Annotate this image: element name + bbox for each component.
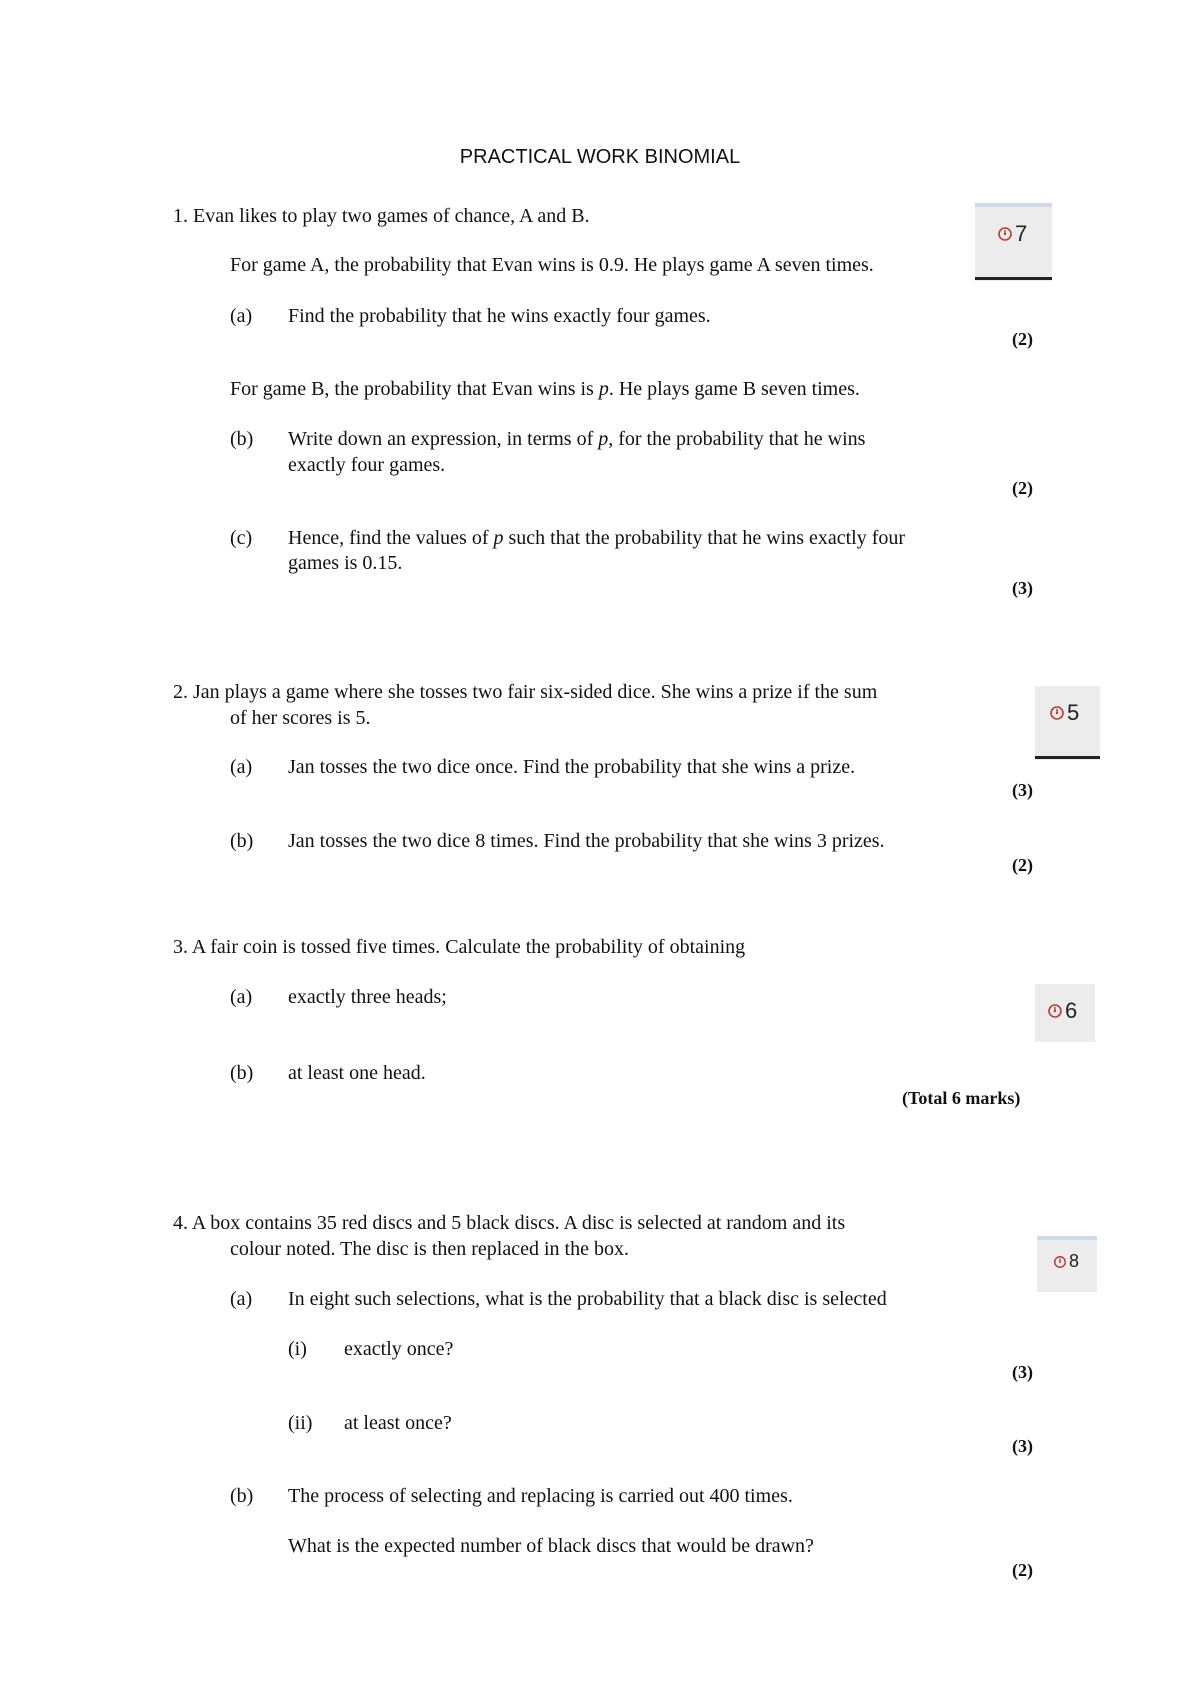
q2-badge-value: 5: [1067, 700, 1080, 725]
q4-badge-value: 8: [1069, 1251, 1080, 1271]
q3-total-marks: (Total 6 marks): [902, 1088, 1021, 1108]
q1-b-pre: Write down an expression, in terms of: [288, 428, 599, 450]
q1-line-b-pre: For game B, the probability that Evan wins is: [230, 378, 599, 400]
q1-c-var: p: [493, 527, 504, 549]
q2-line2: of her scores is 5.: [230, 707, 371, 729]
q2-heading: [173, 681, 877, 704]
q3-a-text: exactly three heads;: [288, 986, 447, 1008]
q4-a-text: In eight such selections, what is the probability that a black disc is selected: [288, 1288, 887, 1310]
q1-c-line1: [288, 527, 905, 550]
q3-badge-value: 6: [1065, 998, 1078, 1023]
q4-ii-marks: (3): [1012, 1436, 1033, 1456]
q1-c-pre: Hence, find the values of: [288, 527, 494, 549]
q3-b-label: (b): [230, 1062, 254, 1084]
q1-heading: [173, 205, 590, 228]
q4-number: 4.: [173, 1212, 188, 1234]
q4-badge-content: [1053, 1251, 1079, 1272]
q1-b-var: p: [598, 428, 609, 450]
clock-icon: [1049, 705, 1065, 721]
q4-b-text2: What is the expected number of black discs that would be drawn?: [288, 1535, 814, 1557]
q4-ii-label: (ii): [288, 1412, 313, 1434]
q1-time-badge: [975, 203, 1052, 281]
q4-b-label: (b): [230, 1485, 254, 1507]
q4-i-label: (i): [288, 1338, 307, 1360]
q4-b-text1: The process of selecting and replacing is carried out 400 times.: [288, 1485, 793, 1507]
q3-b-text: at least one head.: [288, 1062, 426, 1084]
q2-b-label: (b): [230, 830, 254, 852]
q4-badge-topbar: [1037, 1236, 1097, 1240]
q1-b-marks: (2): [1012, 478, 1033, 498]
q3-intro: A fair coin is tossed five times. Calculate the probability of obtaining: [191, 936, 746, 958]
q1-badge-value: 7: [1015, 221, 1028, 246]
q1-b-post: , for the probability that he wins: [608, 428, 866, 450]
q4-ii-text: at least once?: [344, 1412, 452, 1434]
q4-line2: colour noted. The disc is then replaced in the box.: [230, 1238, 629, 1260]
q1-b-line1: [288, 428, 865, 451]
clock-icon: [1053, 1255, 1067, 1269]
q4-i-text: exactly once?: [344, 1338, 454, 1360]
q2-line1: Jan plays a game where she tosses two fair six-sided dice. She wins a prize if the sum: [193, 681, 878, 703]
q2-badge-underline: [1035, 756, 1100, 759]
q1-c-label: (c): [230, 527, 253, 549]
q1-b-line2: exactly four games.: [288, 454, 446, 476]
q2-a-label: (a): [230, 756, 253, 778]
q1-badge-topbar: [975, 203, 1052, 207]
q1-a-text: Find the probability that he wins exactly four games.: [288, 305, 711, 327]
q2-a-text: Jan tosses the two dice once. Find the probability that she wins a prize.: [288, 756, 856, 778]
q1-badge-underline: [975, 277, 1052, 280]
q4-b-marks: (2): [1012, 1560, 1033, 1580]
q2-number: 2.: [173, 681, 188, 703]
q1-line-b: [230, 378, 860, 401]
q3-a-label: (a): [230, 986, 253, 1008]
clock-icon: [997, 226, 1013, 242]
q1-c-post: such that the probability that he wins exactly four: [503, 527, 906, 549]
q3-heading: [173, 936, 745, 959]
q1-line-b-post: . He plays game B seven times.: [608, 378, 860, 400]
q1-badge-content: [997, 221, 1027, 247]
page-title: PRACTICAL WORK BINOMIAL: [459, 146, 741, 168]
q1-intro: Evan likes to play two games of chance, A and B.: [193, 205, 590, 227]
q1-a-label: (a): [230, 305, 253, 327]
q4-heading: [173, 1212, 845, 1235]
q1-c-line2: games is 0.15.: [288, 552, 403, 574]
q3-badge-content: [1047, 998, 1077, 1024]
q4-time-badge: [1037, 1236, 1097, 1292]
q2-time-badge: [1035, 686, 1100, 760]
clock-icon: [1047, 1003, 1063, 1019]
q1-line-b-var: p: [598, 378, 609, 400]
q1-line-a: For game A, the probability that Evan wins is 0.9. He plays game A seven times.: [230, 254, 874, 276]
q2-a-marks: (3): [1012, 780, 1033, 800]
q4-line1: A box contains 35 red discs and 5 black discs. A disc is selected at random and its: [191, 1212, 846, 1234]
q2-badge-content: [1049, 700, 1079, 726]
q2-b-marks: (2): [1012, 855, 1033, 875]
q3-number: 3.: [173, 936, 188, 958]
q4-a-label: (a): [230, 1288, 253, 1310]
q1-b-label: (b): [230, 428, 254, 450]
q2-b-text: Jan tosses the two dice 8 times. Find the probability that she wins 3 prizes.: [288, 830, 885, 852]
q1-number: 1.: [173, 205, 188, 227]
q3-time-badge: [1035, 984, 1095, 1042]
q1-c-marks: (3): [1012, 578, 1033, 598]
q1-a-marks: (2): [1012, 329, 1033, 349]
q4-i-marks: (3): [1012, 1362, 1033, 1382]
